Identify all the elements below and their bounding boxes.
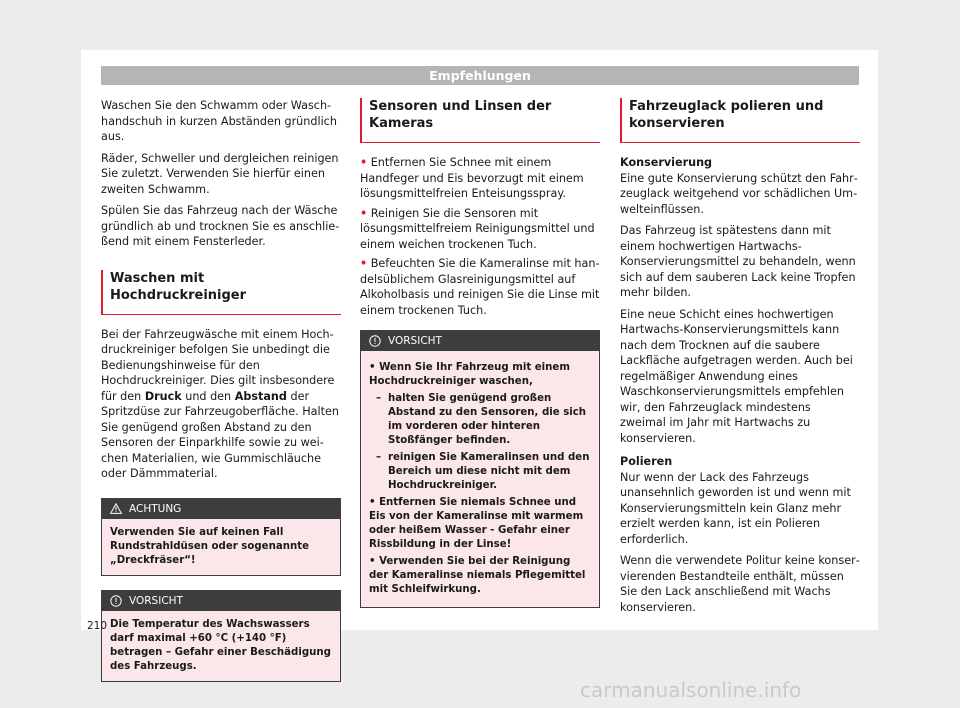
vorsicht-item: • Entfernen Sie niemals Schnee und Eis von der Kameralinse mit warmem oder heißem Wasser - Gefahr einer Rissbildung in der Linse!: [369, 497, 584, 550]
subheading-konservierung: Konservierung: [620, 156, 713, 169]
vorsicht-item: • Verwenden Sie bei der Reinigung der Kameralinse niemals Pflegemittel mit Schleifwirkung.: [369, 556, 586, 595]
paragraph: Das Fahrzeug ist spätestens dann mit einem hochwertigen Hartwachs-Konservierungsmittel zu behandeln, wenn sich auf dem sauberen Lack keine Tropfen mehr bilden.: [620, 224, 856, 299]
bullet-item: • Reinigen Sie die Sensoren mit lösungsmittelfreiem Reinigungsmittel und einem weichen trockenen Tuch.: [360, 206, 595, 251]
section-header: Empfehlungen: [101, 66, 859, 85]
column-2: [360, 98, 600, 620]
vorsicht-box-sensoren: [360, 330, 600, 608]
column-1: [101, 98, 341, 694]
vorsicht-text: Die Temperatur des Wachswassers darf maximal +60 °C (+140 °F) betragen – Gefahr einer Beschädigung des Fahrzeugs.: [102, 611, 340, 681]
paragraph: Wenn die verwendete Politur keine konservierenden Bestandteile enthält, müssen Sie den Lack anschließend mit Wachs konservieren.: [620, 554, 860, 614]
heading-fahrzeuglack: Fahrzeuglack polieren und konservieren: [620, 98, 860, 143]
paragraph: Räder, Schweller und dergleichen reinigen Sie zuletzt. Verwenden Sie hierfür einen zweiten Schwamm.: [101, 151, 339, 196]
bullet-item: • Befeuchten Sie die Kameralinse mit handelsüblichem Glasreinigungsmittel auf Alkoholbasis und reinigen Sie die Linse mit einem trockenen Tuch.: [360, 257, 600, 317]
page-number: 210: [87, 620, 108, 632]
paragraph: Nur wenn der Lack des Fahrzeugs unansehnlich geworden ist und wenn mit Konservierungsmitteln kein Glanz mehr erzielt werden kann, ist ein Polieren erforderlich.: [620, 470, 851, 546]
bullet-item: • Entfernen Sie Schnee mit einem Handfeger und Eis bevorzugt mit einem lösungsmittelfreien Enteisungsspray.: [360, 156, 584, 200]
paragraph-hochdruck: Bei der Fahrzeugwäsche mit einem Hochdruckreiniger befolgen Sie unbedingt die Bedienungshinweise für den Hochdruckreiniger. Dies gilt insbesondere für den Druck und den Abstand der Spritzdüse zur Fahrzeugoberfläche. Halten Sie genügend großen Abstand zu den Sensoren der Einparkhilfe sowie zu weichen Materialien, wie Gummischläuche oder Dämmmaterial.: [101, 327, 339, 480]
vorsicht-header: [102, 591, 340, 611]
vorsicht-item: • Wenn Sie Ihr Fahrzeug mit einem Hochdruckreiniger waschen,: [369, 362, 570, 387]
achtung-label: ACHTUNG: [129, 502, 182, 515]
vorsicht-subitem: – reinigen Sie Kameralinsen und den Bereich um diese nicht mit dem Hochdruckreiniger.: [376, 452, 590, 491]
caution-circle-icon: [110, 595, 122, 607]
heading-sensoren: Sensoren und Linsen der Kameras: [360, 98, 600, 143]
warning-triangle-icon: [110, 503, 122, 514]
heading-hochdruckreiniger: Waschen mit Hochdruckreiniger: [101, 270, 341, 315]
achtung-header: [102, 499, 340, 519]
caution-circle-icon: [369, 335, 381, 347]
achtung-box: [101, 498, 341, 576]
vorsicht-label: VORSICHT: [129, 594, 183, 607]
vorsicht-body: [361, 351, 599, 607]
achtung-text: Verwenden Sie auf keinen Fall Rundstrahldüsen oder sogenannte „Dreckfräser“!: [102, 519, 340, 575]
subheading-polieren: Polieren: [620, 455, 673, 468]
vorsicht-subitem: – halten Sie genügend großen Abstand zu den Sensoren, die sich im vorderen oder hinteren Stoßfänger befinden.: [376, 393, 587, 446]
paragraph: Eine gute Konservierung schützt den Fahrzeuglack weitgehend vor schädlichen Umwelteinflüssen.: [620, 171, 858, 216]
vorsicht-label: VORSICHT: [388, 335, 442, 347]
paragraph: Spülen Sie das Fahrzeug nach der Wäsche gründlich ab und trocknen Sie es anschließend mit einem Fensterleder.: [101, 204, 340, 248]
vorsicht-header: [361, 331, 599, 351]
column-3: [620, 98, 860, 621]
vorsicht-box: [101, 590, 341, 682]
paragraph: Eine neue Schicht eines hochwertigen Hartwachs-Konservierungsmittels kann nach dem Trocknen auf die saubere Lackfläche aufgetragen werden. Auch bei regelmäßiger Anwendung eines Waschkonservierungsmittels empfehlen wir, den Fahrzeuglack mindestens zweimal im Jahr mit Hartwachs zu konservieren.: [620, 307, 853, 445]
watermark: carmanualsonline.info: [580, 678, 802, 702]
paragraph: Waschen Sie den Schwamm oder Waschhandschuh in kurzen Abständen gründlich aus.: [101, 99, 337, 143]
